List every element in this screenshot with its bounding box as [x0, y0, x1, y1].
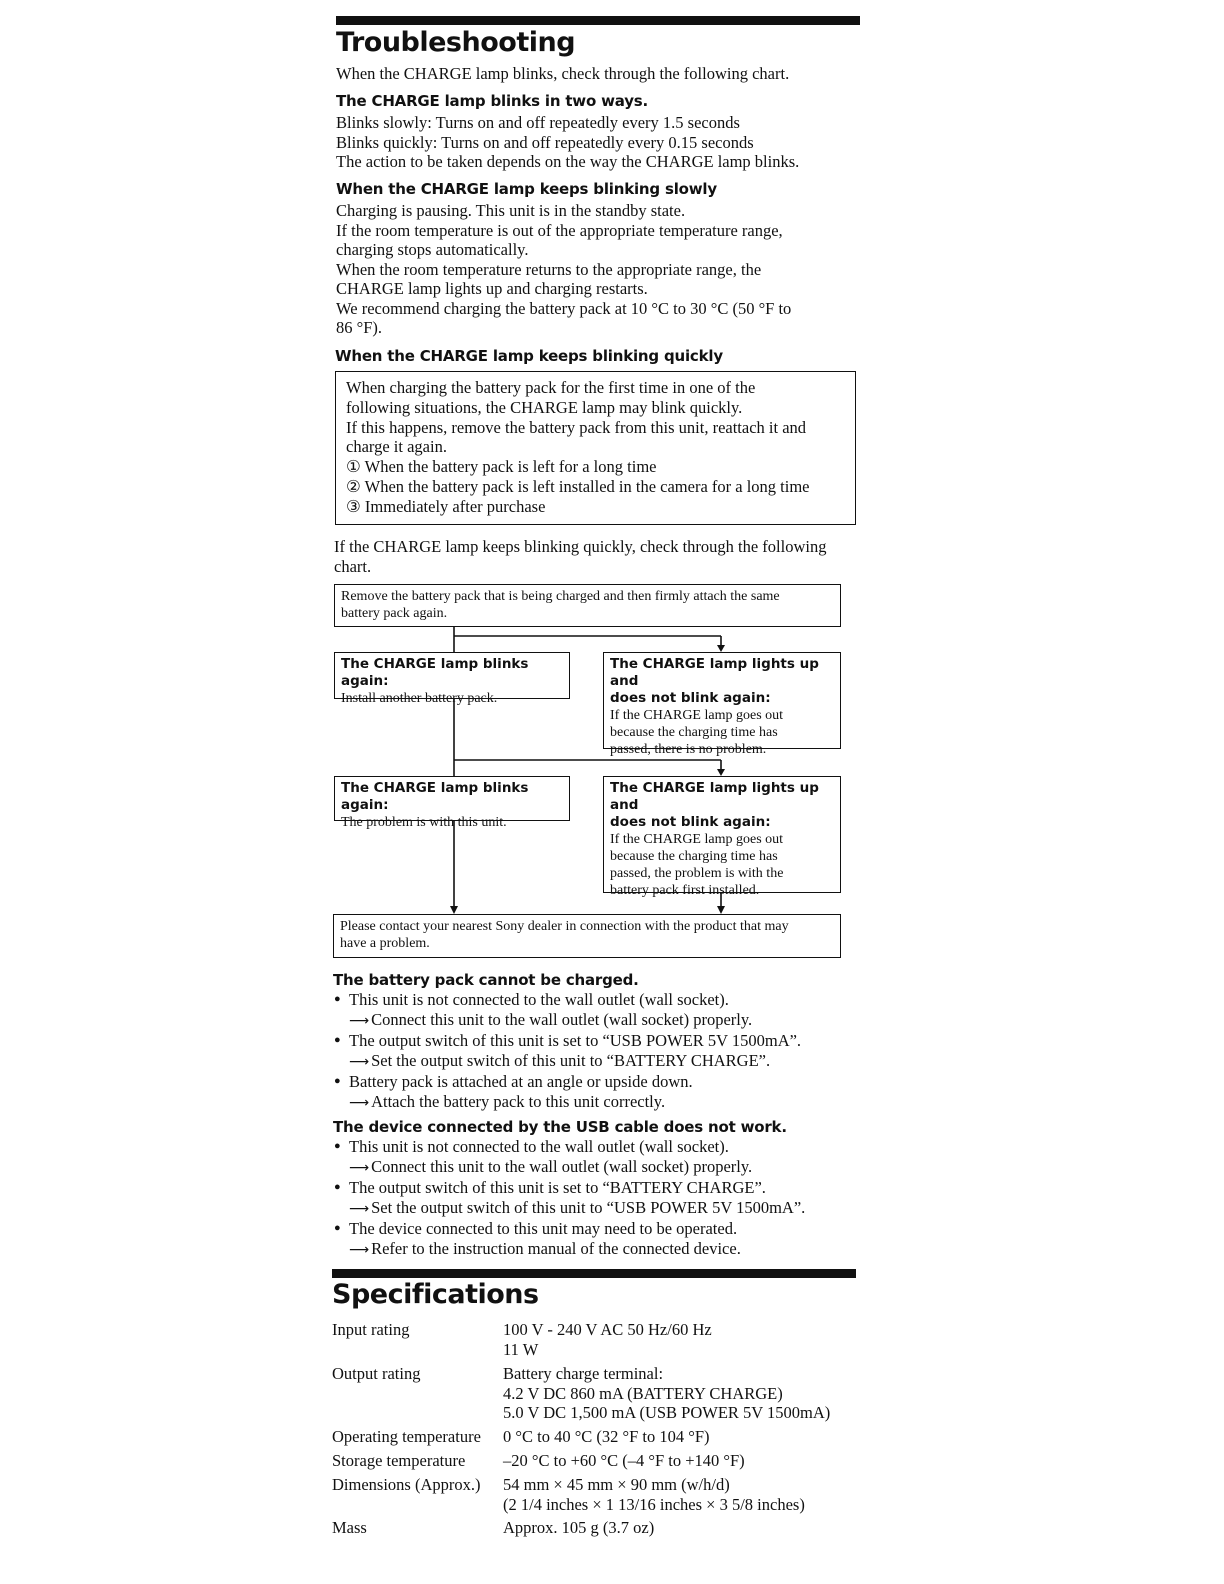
cannot-charge-heading: The battery pack cannot be charged. [333, 971, 639, 989]
fix-text: Set the output switch of this unit to “USB POWER 5V 1500mA”. [371, 1197, 806, 1217]
cannot-charge-list [333, 990, 863, 1113]
quick-note-text: When charging the battery pack for the first time in one of the following situations, the CHARGE lamp may blink quickly. If this happens, remove the battery pack from this unit, reattach it and charge it again. ① When the battery pack is left for a long time ② When the battery pack is left installed in the camera for a long time ③ Immediately after purchase [346, 378, 810, 516]
flow-ok2-text: If the CHARGE lamp goes out because the charging time has passed, the problem is with the battery pack first installed. [610, 832, 784, 898]
flow-ok1-title: The CHARGE lamp lights up and does not blink again: [610, 656, 819, 706]
arrowhead-end-left [450, 906, 458, 914]
arrow-right-icon: ⟶ [349, 1200, 370, 1217]
list-item-fix [333, 1010, 863, 1032]
fix-text: Attach the battery pack to this unit correctly. [371, 1091, 666, 1111]
flow-blink1-text: Install another battery pack. [341, 691, 498, 706]
list-item: ● The output switch of this unit is set to “USB POWER 5V 1500mA”. [333, 1031, 863, 1051]
arrow-right-icon: ⟶ [349, 1094, 370, 1111]
flow-blink2-box [334, 776, 570, 830]
fix-text: Connect this unit to the wall outlet (wall socket) properly. [371, 1156, 753, 1176]
spec-label: Output rating [332, 1364, 421, 1383]
flow-blink2-text: The problem is with this unit. [341, 815, 507, 830]
flow-ok2-box [603, 776, 841, 898]
list-item: ● This unit is not connected to the wall outlet (wall socket). [333, 1137, 863, 1157]
section-rule-specs [332, 1269, 856, 1278]
list-item: ● The device connected to this unit may need to be operated. [333, 1219, 863, 1239]
troubleshooting-intro: When the CHARGE lamp blinks, check through the following chart. [336, 64, 790, 83]
usb-device-heading: The device connected by the USB cable does not work. [333, 1118, 787, 1136]
spec-value: 100 V - 240 V AC 50 Hz/60 Hz 11 W [503, 1320, 712, 1359]
spec-label: Dimensions (Approx.) [332, 1475, 481, 1494]
spec-value: 54 mm × 45 mm × 90 mm (w/h/d) (2 1/4 inches × 1 13/16 inches × 3 5/8 inches) [503, 1475, 805, 1514]
slow-text: Charging is pausing. This unit is in the standby state. If the room temperature is out of the appropriate temperature range, charging stops automatically. When the room temperature returns to the appropriate range, the CHARGE lamp lights up and charging restarts. We recommend charging the battery pack at 10 °C to 30 °C (50 °F to 86 °F). [336, 201, 792, 337]
spec-label: Operating temperature [332, 1427, 481, 1446]
quick-heading: When the CHARGE lamp keeps blinking quickly [335, 347, 723, 365]
specifications-title: Specifications [332, 1279, 539, 1310]
flow-ok1-box [603, 652, 841, 757]
arrow-right-icon: ⟶ [349, 1053, 370, 1070]
flow-ok2-title: The CHARGE lamp lights up and does not blink again: [610, 780, 819, 830]
arrowhead-ok2 [717, 769, 725, 776]
fix-text: Connect this unit to the wall outlet (wall socket) properly. [371, 1009, 753, 1029]
arrow-right-icon: ⟶ [349, 1159, 370, 1176]
flow-blink1-title: The CHARGE lamp blinks again: [341, 656, 529, 689]
arrow-right-icon: ⟶ [349, 1012, 370, 1029]
slow-heading: When the CHARGE lamp keeps blinking slowly [336, 180, 717, 198]
list-item-fix [333, 1198, 863, 1220]
flow-start-text: Remove the battery pack that is being charged and then firmly attach the same battery pack again. [341, 589, 780, 621]
spec-value: 0 °C to 40 °C (32 °F to 104 °F) [503, 1427, 710, 1446]
spec-label: Input rating [332, 1320, 410, 1339]
troubleshooting-title: Troubleshooting [336, 27, 576, 58]
list-item-fix [333, 1051, 863, 1073]
flow-start-box [334, 584, 841, 627]
list-item: ● This unit is not connected to the wall outlet (wall socket). [333, 990, 863, 1010]
blinks-text: Blinks slowly: Turns on and off repeatedly every 1.5 seconds Blinks quickly: Turns on and off repeatedly every 0.15 seconds The action to be taken depends on the way the CHARGE lamp blinks. [336, 113, 800, 171]
list-item: ● The output switch of this unit is set to “BATTERY CHARGE”. [333, 1178, 863, 1198]
flow-end-text: Please contact your nearest Sony dealer in connection with the product that may have a problem. [340, 919, 789, 951]
list-item-fix [333, 1239, 863, 1261]
spec-value: Battery charge terminal: 4.2 V DC 860 mA (BATTERY CHARGE) 5.0 V DC 1,500 mA (USB POWER 5V 1500mA) [503, 1364, 831, 1422]
list-item: ● Battery pack is attached at an angle or upside down. [333, 1072, 863, 1092]
spec-value: –20 °C to +60 °C (–4 °F to +140 °F) [503, 1451, 745, 1470]
spec-label: Storage temperature [332, 1451, 466, 1470]
arrow-right-icon: ⟶ [349, 1241, 370, 1258]
flow-end-box [333, 914, 841, 958]
arrowhead-end-right [717, 906, 725, 914]
spec-value: Approx. 105 g (3.7 oz) [503, 1518, 655, 1537]
quick-after-text: If the CHARGE lamp keeps blinking quickly, check through the following chart. [334, 537, 827, 576]
list-item-fix [333, 1092, 863, 1114]
usb-device-list [333, 1137, 863, 1260]
spec-label: Mass [332, 1518, 367, 1537]
flow-blink2-title: The CHARGE lamp blinks again: [341, 780, 529, 813]
flow-blink1-box [334, 652, 570, 706]
blinks-heading: The CHARGE lamp blinks in two ways. [336, 92, 649, 110]
arrowhead-ok1 [717, 645, 725, 652]
list-item-fix [333, 1157, 863, 1179]
flow-ok1-text: If the CHARGE lamp goes out because the charging time has passed, there is no problem. [610, 708, 784, 757]
fix-text: Set the output switch of this unit to “BATTERY CHARGE”. [371, 1050, 771, 1070]
fix-text: Refer to the instruction manual of the connected device. [371, 1238, 741, 1258]
